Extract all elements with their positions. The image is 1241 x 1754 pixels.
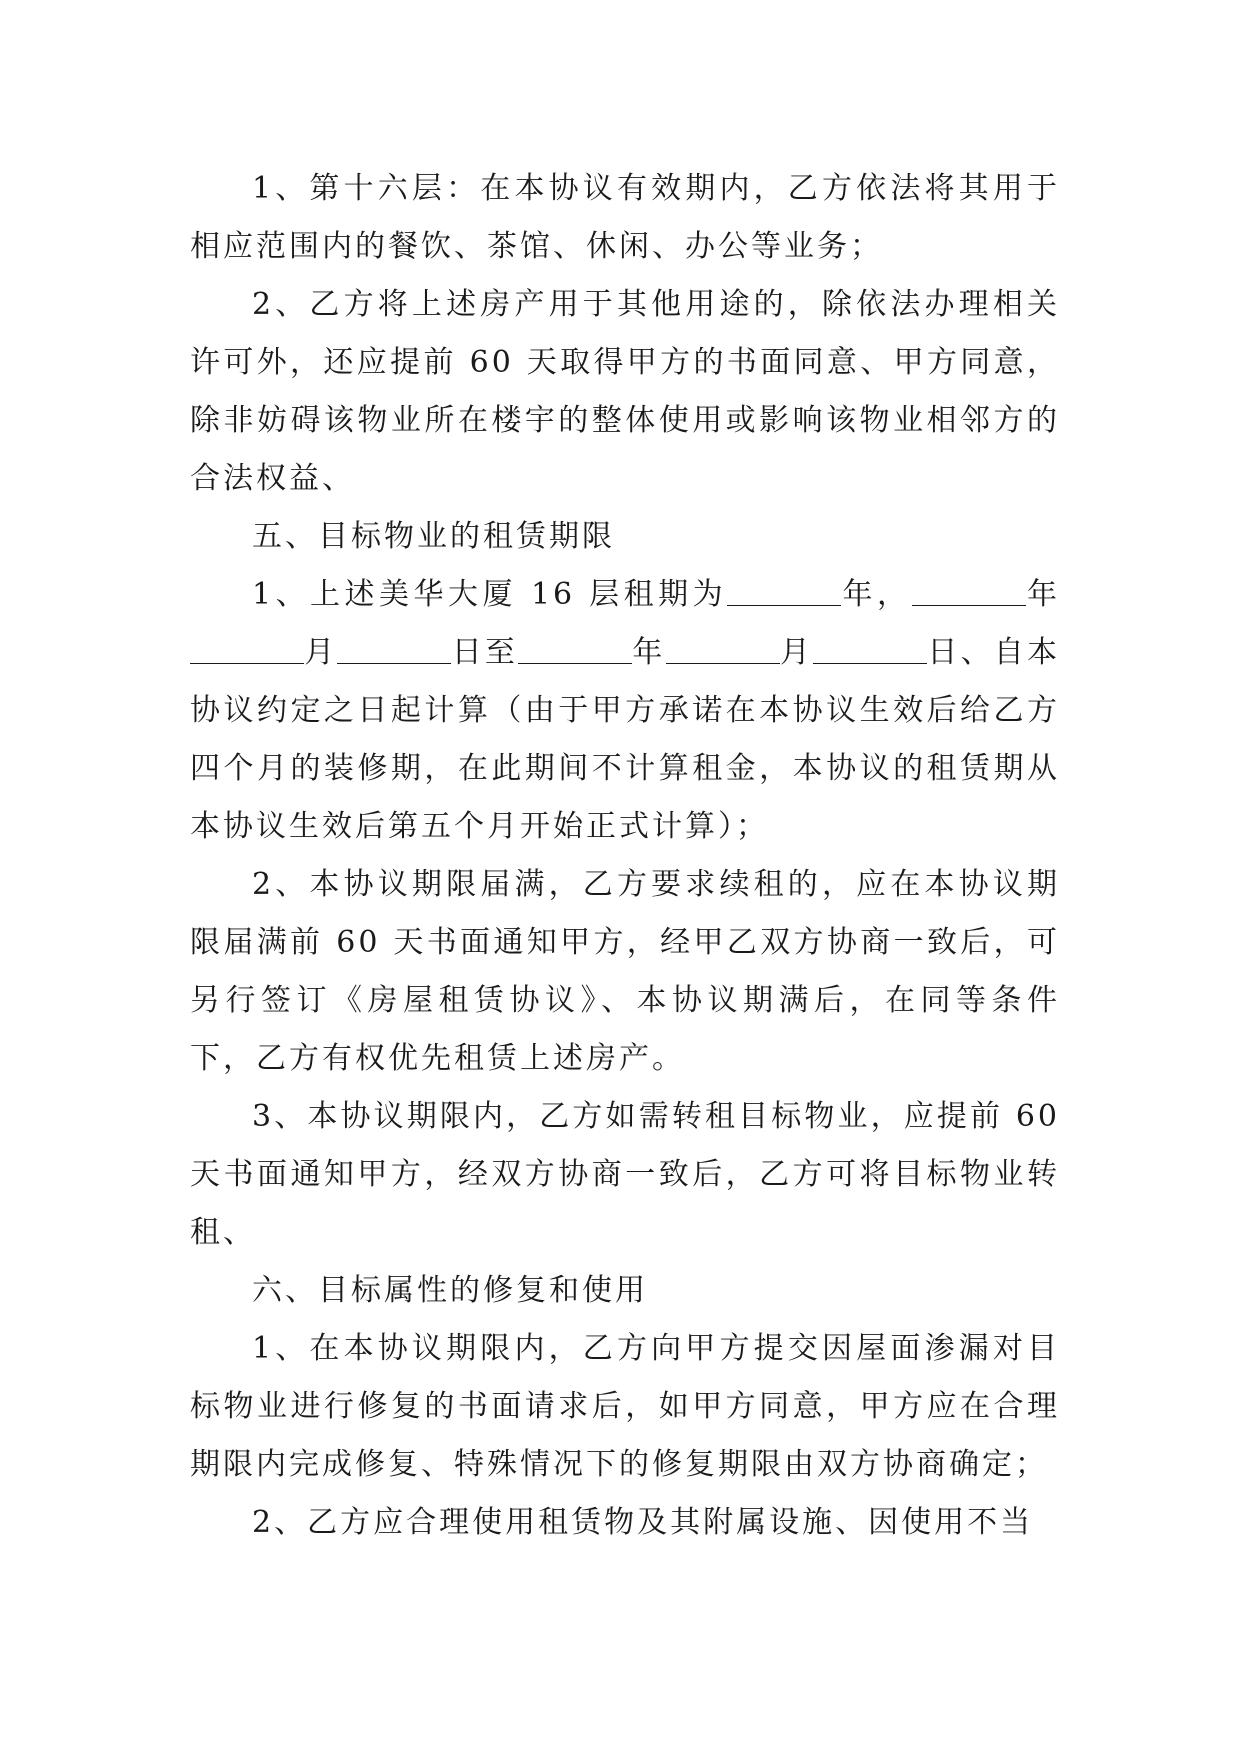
lease-term-intro: 1、上述美华大厦 16 层租期为 (252, 577, 728, 612)
clause-5-2: 2、本协议期限届满，乙方要求续租的，应在本协议期限届满前 60 天书面通知甲方，经甲乙双方协商一致后，可另行签订《房屋租赁协议》、本协议期满后，在同等条件下，乙方有权优先租赁上述房产。 (190, 867, 1060, 1076)
section-heading-6: 六、目标属性的修复和使用 (252, 1273, 648, 1308)
clause-5-1 (190, 566, 1060, 856)
lease-term-rest: 日、自本协议约定之日起计算（由于甲方承诺在本协议生效后给乙方四个月的装修期，在此期间不计算租金，本协议的租赁期从本协议生效后第五个月开始正式计算）； (190, 635, 1061, 844)
clause-6-2: 2、乙方应合理使用租赁物及其附属设施、因使用不当 (252, 1505, 1034, 1540)
blank-end-month (666, 633, 780, 664)
clause-4-2: 2、乙方将上述房产用于其他用途的，除依法办理相关许可外，还应提前 60 天取得甲方的书面同意、甲方同意，除非妨碍该物业所在楼宇的整体使用或影响该物业相邻方的合法权益、 (190, 287, 1060, 496)
document-body (190, 160, 1060, 1552)
lease-end-month-label: 月 (779, 635, 814, 670)
lease-start-month-label: 月 (304, 635, 338, 670)
clause-4-1: 1、第十六层：在本协议有效期内，乙方依法将其用于相应范围内的餐饮、茶馆、休闲、办公等业务； (190, 171, 1060, 264)
blank-start-year (912, 575, 1026, 606)
clause-6-1: 1、在本协议期限内，乙方向甲方提交因屋面渗漏对目标物业进行修复的书面请求后，如甲方同意，甲方应在合理期限内完成修复、特殊情况下的修复期限由双方协商确定； (190, 1331, 1060, 1482)
blank-end-year (518, 633, 632, 664)
blank-year-count (727, 575, 841, 606)
lease-start-year-label: 年 (1025, 577, 1061, 612)
lease-end-year-label: 年 (632, 635, 666, 670)
lease-term-unit-year: 年， (841, 577, 912, 612)
section-heading-5: 五、目标物业的租赁期限 (252, 519, 615, 554)
blank-start-day (337, 633, 451, 664)
blank-end-day (813, 633, 927, 664)
clause-5-3: 3、本协议期限内，乙方如需转租目标物业，应提前 60 天书面通知甲方，经双方协商一致后，乙方可将目标物业转租、 (190, 1099, 1060, 1250)
blank-start-month (190, 633, 304, 664)
lease-start-day-label: 日至 (451, 635, 519, 670)
